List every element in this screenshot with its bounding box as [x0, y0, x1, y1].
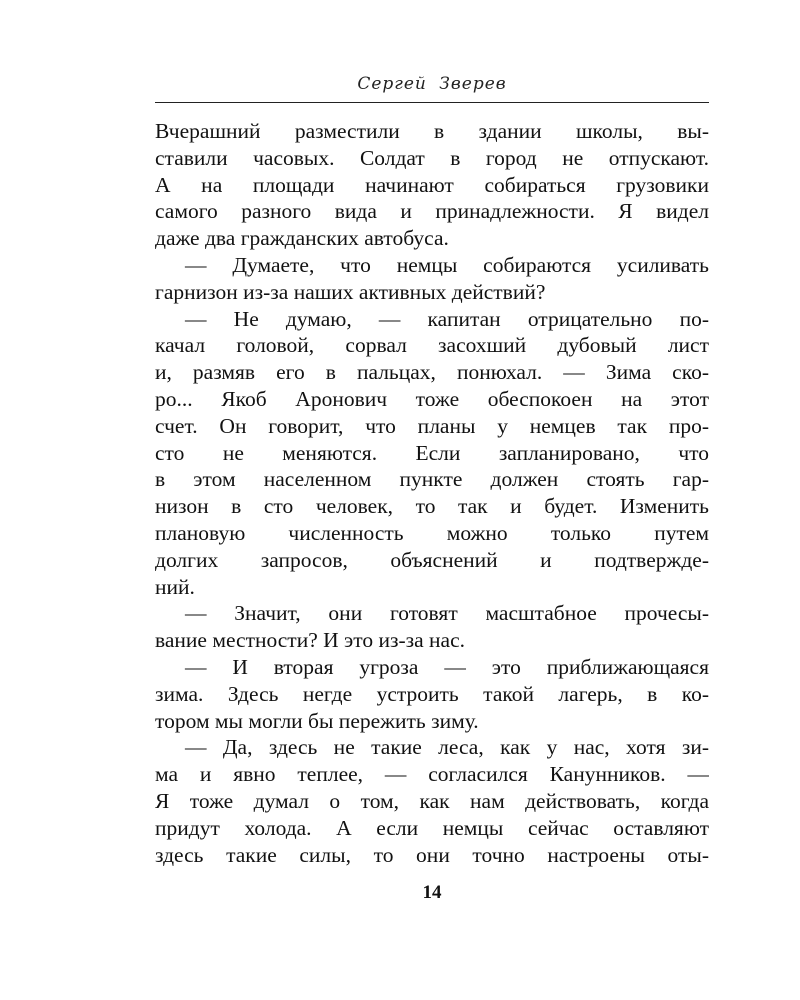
text-line: А на площади начинают собираться грузовики — [155, 172, 709, 197]
text-line: даже два гражданских автобуса. — [155, 226, 449, 251]
text-line: самого разного вида и принадлежности. Я видел — [155, 199, 709, 224]
text-line: ний. — [155, 574, 195, 599]
text-line: зима. Здесь негде устроить такой лагерь, в ко- — [155, 681, 709, 706]
text-line: вание местности? И это из-за нас. — [155, 628, 466, 653]
text-line: — Думаете, что немцы собираются усиливать — [185, 252, 709, 277]
body-text — [155, 118, 709, 868]
text-line: тором мы могли бы пережить зиму. — [155, 708, 479, 733]
text-line: Вчерашний разместили в здании школы, вы- — [155, 119, 709, 143]
text-line: придут холода. А если немцы сейчас оставляют — [155, 815, 709, 840]
page-number: 14 — [422, 882, 442, 903]
text-line: плановую численность можно только путем — [155, 520, 709, 545]
text-line: ма и явно теплее, — согласился Канунников. — — [155, 762, 709, 787]
text-line: долгих запросов, объяснений и подтвержде- — [155, 547, 709, 572]
text-line: ставили часовых. Солдат в город не отпускают. — [155, 145, 709, 170]
text-line: и, размяв его в пальцах, понюхал. — Зима ско- — [155, 360, 709, 385]
text-line: — Не думаю, — капитан отрицательно по- — [185, 306, 709, 331]
text-line: низон в сто человек, то так и будет. Изменить — [155, 494, 709, 519]
text-line: в этом населенном пункте должен стоять гар- — [155, 467, 709, 492]
text-line: ро... Якоб Аронович тоже обеспокоен на этот — [155, 386, 709, 411]
text-line: — Значит, они готовят масштабное прочесы- — [185, 601, 709, 626]
text-line: — И вторая угроза — это приближающаяся — [185, 654, 709, 679]
text-line: — Да, здесь не такие леса, как у нас, хотя зи- — [185, 735, 709, 760]
header-rule — [155, 102, 709, 103]
text-line: здесь такие силы, то они точно настроены оты- — [155, 842, 709, 867]
text-line: счет. Он говорит, что планы у немцев так про- — [155, 413, 709, 438]
text-line: гарнизон из-за наших активных действий? — [155, 279, 546, 304]
text-line: сто не меняются. Если запланировано, что — [155, 440, 709, 465]
text-line: Я тоже думал о том, как нам действовать, когда — [155, 788, 709, 813]
running-head-author: Сергей Зверев — [357, 74, 507, 94]
text-line: качал головой, сорвал засохший дубовый лист — [155, 333, 709, 358]
